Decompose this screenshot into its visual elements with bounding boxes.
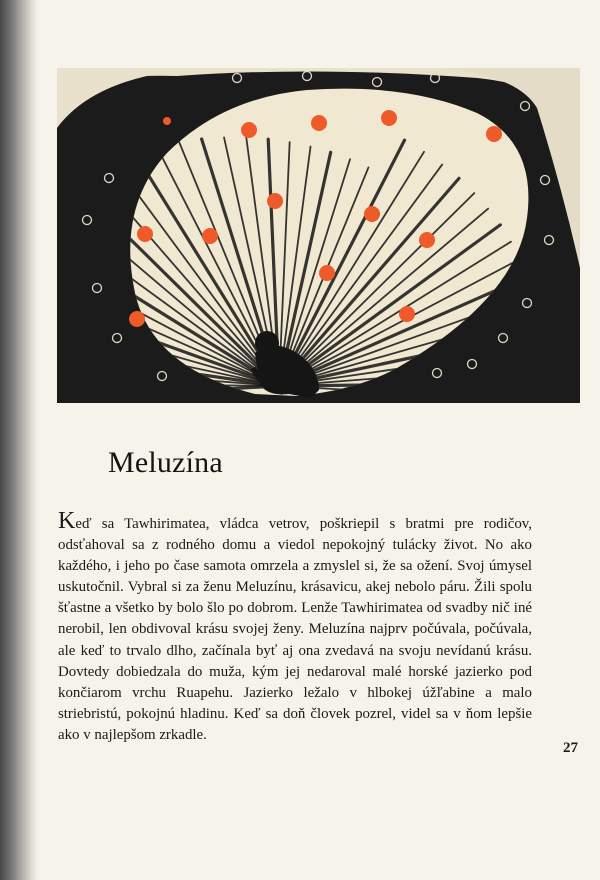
woodcut-illustration bbox=[57, 68, 580, 403]
orange-dot bbox=[202, 228, 218, 244]
chapter-title: Meluzína bbox=[108, 446, 223, 479]
orange-dot bbox=[241, 122, 257, 138]
orange-dot bbox=[129, 311, 145, 327]
drop-cap: K bbox=[58, 508, 76, 534]
story-text: eď sa Tawhirimatea, vládca vetrov, poškriepil s bratmi pre rodičov, odsťahoval sa z rodného domu a viedol nepokojný tulácky život. No ako každého, i jeho po čase samota omrzela a zmyslel si, že sa ožení. Svoj úmysel uskutočnil. Vybral si za ženu Meluzínu, krásavicu, akej nebolo páru. Žili spolu šťastne a všetko by bolo šlo po dobrom. Lenže Tawhirimatea od svadby nič iné nerobil, len obdivoval krásu svojej ženy. Meluzína najprv počúvala, počúvala, ale keď to trvalo dlho, začínala byť aj ona zvedavá na svoju nevídanú krásu. Dovtedy dobiedzala do muža, kým jej nedaroval malé horské jazierko pod končiarom vrchu Ruapehu. Jazierko ležalo v hlbokej úžľabine a malo striebristú, pokojnú hladinu. Keď sa doň človek pozrel, videl sa v ňom lepšie ako v najlepšom zrkadle. bbox=[58, 516, 532, 743]
orange-dot bbox=[311, 115, 327, 131]
page-number: 27 bbox=[563, 740, 578, 756]
orange-dot bbox=[267, 193, 283, 209]
orange-dot bbox=[486, 126, 502, 142]
orange-dot bbox=[419, 232, 435, 248]
book-gutter-shadow bbox=[0, 0, 38, 880]
orange-dot bbox=[163, 117, 171, 125]
orange-dot bbox=[364, 206, 380, 222]
story-paragraph bbox=[58, 508, 532, 746]
orange-dot bbox=[319, 265, 335, 281]
orange-dot bbox=[137, 226, 153, 242]
orange-dot bbox=[399, 306, 415, 322]
orange-dot bbox=[381, 110, 397, 126]
